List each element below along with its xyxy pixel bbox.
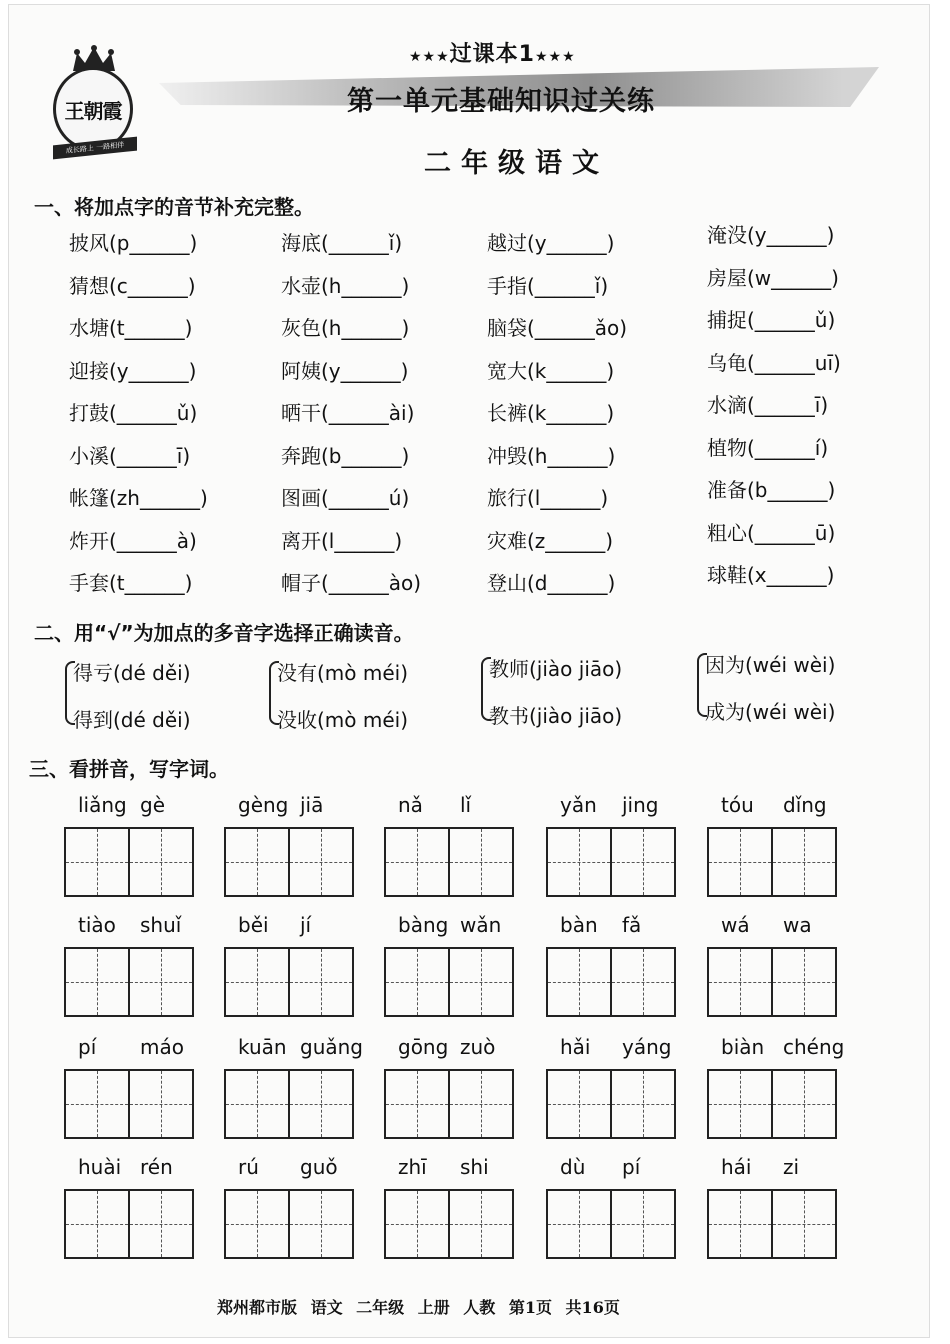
- syllable: bàn: [560, 913, 598, 937]
- writing-box[interactable]: [612, 1071, 674, 1137]
- pinyin-fill-item[interactable]: 登山(d______): [487, 571, 616, 595]
- writing-box[interactable]: [226, 1071, 290, 1137]
- pinyin-fill-item[interactable]: 猜想(c______): [69, 273, 196, 298]
- writing-box[interactable]: [66, 829, 130, 895]
- writing-box[interactable]: [709, 949, 773, 1015]
- polyphone-option: 没收(mò méi): [277, 708, 409, 732]
- pinyin-fill-item[interactable]: 旅行(l______): [487, 486, 609, 510]
- syllable: jiā: [300, 793, 324, 817]
- pinyin-label: [707, 793, 837, 827]
- tianzige-boxes: [64, 1069, 194, 1139]
- syllable: tiào: [78, 913, 116, 937]
- brace: [697, 653, 707, 717]
- word-item: [384, 793, 514, 897]
- tianzige-boxes: [64, 947, 194, 1017]
- writing-box[interactable]: [226, 1191, 290, 1257]
- pinyin-fill-item[interactable]: 阿姨(y______): [281, 358, 409, 383]
- syllable: biàn: [721, 1035, 765, 1059]
- tianzige-boxes: [546, 1069, 676, 1139]
- tianzige-boxes: [64, 827, 194, 897]
- syllable: shi: [460, 1155, 489, 1179]
- word-item: [224, 913, 354, 1017]
- syllable: hái: [721, 1155, 752, 1179]
- pinyin-fill-item[interactable]: 炸开(______à): [69, 528, 197, 553]
- pinyin-label: [546, 793, 676, 827]
- polyphone-option: 教师(jiào jiāo): [489, 657, 623, 681]
- brace: [269, 661, 279, 725]
- tianzige-boxes: [224, 1069, 354, 1139]
- section3-heading: 三、看拼音，写字词。: [29, 757, 229, 781]
- word-item: [546, 913, 676, 1017]
- pinyin-label: [224, 1035, 363, 1069]
- pinyin-fill-item[interactable]: 水滴(______ī): [707, 393, 829, 417]
- publisher-logo: [49, 45, 139, 155]
- syllable: hǎi: [560, 1035, 591, 1059]
- pinyin-fill-item[interactable]: 灰色(h______): [281, 316, 410, 340]
- section2-heading: 二、用“√”为加点的多音字选择正确读音。: [34, 621, 414, 645]
- writing-box[interactable]: [548, 829, 612, 895]
- pinyin-label: [224, 913, 354, 947]
- pinyin-label: [64, 793, 194, 827]
- pinyin-fill-item[interactable]: 图画(______ú): [281, 486, 410, 510]
- pinyin-fill-item[interactable]: 植物(______í): [707, 435, 829, 460]
- tianzige-boxes: [224, 947, 354, 1017]
- pinyin-label: [546, 1155, 676, 1189]
- writing-box[interactable]: [773, 1191, 835, 1257]
- polyphone-group: [277, 657, 408, 751]
- pinyin-fill-item[interactable]: 房屋(w______): [707, 265, 839, 290]
- syllable: jí: [300, 913, 312, 937]
- writing-box[interactable]: [386, 829, 450, 895]
- syllable: dǐng: [783, 793, 827, 817]
- writing-box[interactable]: [612, 949, 674, 1015]
- pinyin-fill-item[interactable]: 小溪(______ī): [69, 443, 191, 468]
- syllable: yáng: [622, 1035, 672, 1059]
- logo-ribbon: 成长路上 一路相伴: [53, 137, 137, 160]
- syllable: tóu: [721, 793, 754, 817]
- writing-box[interactable]: [386, 1071, 450, 1137]
- polyphone-group: [705, 649, 835, 743]
- writing-box[interactable]: [709, 1191, 773, 1257]
- unit-title: 第一单元基础知识过关练: [347, 86, 655, 117]
- syllable: rú: [238, 1155, 259, 1179]
- pinyin-fill-item[interactable]: 水塘(t______): [69, 316, 193, 340]
- word-item: [224, 1035, 363, 1139]
- pinyin-label: [384, 793, 514, 827]
- writing-box[interactable]: [773, 1071, 835, 1137]
- writing-box[interactable]: [450, 829, 512, 895]
- pinyin-fill-item[interactable]: 灾难(z______): [487, 528, 614, 553]
- pinyin-label: [64, 913, 194, 947]
- polyphone-option: 成为(wéi wèi): [705, 700, 836, 724]
- section1-heading: 一、将加点字的音节补充完整。: [34, 195, 314, 219]
- syllable: nǎ: [398, 793, 423, 817]
- syllable: zi: [783, 1155, 800, 1179]
- writing-box[interactable]: [450, 1191, 512, 1257]
- brace: [65, 661, 75, 725]
- word-item: [707, 1155, 837, 1259]
- word-item: [384, 913, 514, 1017]
- word-item: [707, 1035, 845, 1139]
- syllable: huài: [78, 1155, 122, 1179]
- pinyin-fill-item[interactable]: 手套(t______): [69, 571, 193, 595]
- word-item: [64, 913, 194, 1017]
- pinyin-fill-item[interactable]: 迎接(y______): [69, 358, 197, 383]
- writing-box[interactable]: [450, 1071, 512, 1137]
- series-title: [409, 37, 576, 68]
- star-decoration: ★★★: [409, 49, 450, 65]
- pinyin-fill-item[interactable]: 晒干(______ài): [281, 401, 415, 425]
- word-item: [546, 1155, 676, 1259]
- pinyin-label: [384, 913, 514, 947]
- word-item: [707, 793, 837, 897]
- writing-box[interactable]: [290, 1071, 352, 1137]
- syllable: zuò: [460, 1035, 496, 1059]
- word-item: [224, 1155, 354, 1259]
- word-item: [384, 1035, 514, 1139]
- tianzige-boxes: [384, 947, 514, 1017]
- syllable: jing: [622, 793, 659, 817]
- polyphone-group: [489, 653, 622, 747]
- writing-box[interactable]: [130, 1191, 192, 1257]
- writing-box[interactable]: [450, 949, 512, 1015]
- syllable: bàng: [398, 913, 449, 937]
- syllable: yǎn: [560, 793, 597, 817]
- item-column: [487, 227, 627, 610]
- syllable: kuān: [238, 1035, 287, 1059]
- syllable: fǎ: [622, 913, 642, 937]
- pinyin-fill-item[interactable]: 准备(b______): [707, 478, 836, 502]
- polyphone-option: 得到(dé děi): [73, 708, 191, 732]
- syllable: chéng: [783, 1035, 845, 1059]
- writing-box[interactable]: [66, 1191, 130, 1257]
- item-column: [707, 219, 841, 602]
- pinyin-fill-item[interactable]: 海底(______ǐ): [281, 231, 403, 255]
- pinyin-fill-item[interactable]: 宽大(k______): [487, 358, 615, 383]
- polyphone-group: [73, 657, 191, 751]
- writing-box[interactable]: [548, 949, 612, 1015]
- syllable: máo: [140, 1035, 184, 1059]
- writing-box[interactable]: [226, 949, 290, 1015]
- pinyin-label: [384, 1035, 514, 1069]
- writing-box[interactable]: [773, 949, 835, 1015]
- tianzige-boxes: [546, 1189, 676, 1259]
- syllable: gè: [140, 793, 165, 817]
- pinyin-fill-item[interactable]: 离开(l______): [281, 528, 403, 553]
- polyphone-option: 因为(wéi wèi): [705, 653, 836, 677]
- pinyin-fill-item[interactable]: 打鼓(______ǔ): [69, 401, 198, 425]
- item-column: [69, 227, 208, 610]
- subject-title: 二年级语文: [424, 148, 609, 179]
- writing-box[interactable]: [290, 949, 352, 1015]
- word-item: [546, 793, 676, 897]
- writing-box[interactable]: [66, 949, 130, 1015]
- tianzige-boxes: [384, 827, 514, 897]
- writing-box[interactable]: [290, 829, 352, 895]
- writing-box[interactable]: [548, 1191, 612, 1257]
- pinyin-fill-item[interactable]: 帽子(______ào): [281, 571, 422, 595]
- syllable: lǐ: [460, 793, 472, 817]
- syllable: běi: [238, 913, 269, 937]
- item-column: [281, 227, 421, 610]
- pinyin-label: [64, 1035, 194, 1069]
- writing-box[interactable]: [612, 829, 674, 895]
- syllable: pí: [78, 1035, 97, 1059]
- pinyin-label: [707, 1155, 837, 1189]
- tianzige-boxes: [707, 827, 837, 897]
- pinyin-fill-item[interactable]: 球鞋(x______): [707, 563, 835, 587]
- tianzige-boxes: [546, 947, 676, 1017]
- word-item: [224, 793, 354, 897]
- word-item: [384, 1155, 514, 1259]
- pinyin-label: [64, 1155, 194, 1189]
- syllable: guǎng: [300, 1035, 363, 1059]
- syllable: rén: [140, 1155, 173, 1179]
- worksheet-page: [8, 4, 930, 1338]
- tianzige-boxes: [384, 1189, 514, 1259]
- syllable: wa: [783, 913, 812, 937]
- word-item: [64, 1155, 194, 1259]
- tianzige-boxes: [64, 1189, 194, 1259]
- page-footer: 郑州都市版 语文 二年级 上册 人教 第1页 共16页: [217, 1298, 620, 1317]
- syllable: gōng: [398, 1035, 449, 1059]
- pinyin-fill-item[interactable]: 脑袋(______ǎo): [487, 316, 628, 340]
- writing-box[interactable]: [226, 829, 290, 895]
- word-item: [64, 1035, 194, 1139]
- syllable: gèng: [238, 793, 289, 817]
- pinyin-label: [384, 1155, 514, 1189]
- pinyin-label: [224, 1155, 354, 1189]
- writing-box[interactable]: [548, 1071, 612, 1137]
- pinyin-label: [546, 1035, 676, 1069]
- syllable: liǎng: [78, 793, 127, 817]
- logo-name: 王朝霞: [64, 98, 122, 123]
- writing-box[interactable]: [130, 1071, 192, 1137]
- pinyin-fill-item[interactable]: 手指(______ǐ): [487, 273, 609, 298]
- writing-box[interactable]: [130, 829, 192, 895]
- syllable: shuǐ: [140, 913, 182, 937]
- writing-box[interactable]: [709, 1071, 773, 1137]
- pinyin-label: [224, 793, 354, 827]
- writing-box[interactable]: [612, 1191, 674, 1257]
- pinyin-fill-item[interactable]: 帐篷(zh______): [69, 486, 208, 510]
- writing-box[interactable]: [386, 949, 450, 1015]
- syllable: guǒ: [300, 1155, 338, 1179]
- pinyin-fill-item[interactable]: 粗心(______ū): [707, 520, 836, 545]
- writing-box[interactable]: [66, 1071, 130, 1137]
- word-item: [546, 1035, 676, 1139]
- syllable: zhī: [398, 1155, 427, 1179]
- syllable: wǎn: [460, 913, 502, 937]
- tianzige-boxes: [707, 1189, 837, 1259]
- polyphone-option: 得亏(dé děi): [73, 661, 191, 685]
- syllable: pí: [622, 1155, 641, 1179]
- tianzige-boxes: [224, 827, 354, 897]
- word-item: [707, 913, 837, 1017]
- pinyin-label: [707, 913, 837, 947]
- pinyin-fill-item[interactable]: 奔跑(b______): [281, 443, 410, 468]
- pinyin-label: [546, 913, 676, 947]
- pinyin-fill-item[interactable]: 长裤(k______): [487, 401, 615, 425]
- tianzige-boxes: [384, 1069, 514, 1139]
- pinyin-fill-item[interactable]: 淹没(y______): [707, 223, 835, 247]
- pinyin-fill-item[interactable]: 冲毁(h______): [487, 443, 616, 468]
- tianzige-boxes: [546, 827, 676, 897]
- pinyin-fill-item[interactable]: 捕捉(______ǔ): [707, 308, 836, 332]
- syllable: wá: [721, 913, 750, 937]
- writing-box[interactable]: [290, 1191, 352, 1257]
- star-decoration: ★★★: [534, 49, 576, 65]
- polyphone-option: 教书(jiào jiāo): [489, 704, 623, 728]
- writing-box[interactable]: [130, 949, 192, 1015]
- brace: [481, 657, 491, 721]
- polyphone-option: 没有(mò méi): [277, 661, 409, 685]
- pinyin-fill-item[interactable]: 越过(y______): [487, 231, 615, 255]
- pinyin-label: [707, 1035, 845, 1069]
- tianzige-boxes: [224, 1189, 354, 1259]
- pinyin-fill-item[interactable]: 披风(p______): [69, 231, 198, 255]
- tianzige-boxes: [707, 1069, 837, 1139]
- tianzige-boxes: [707, 947, 837, 1017]
- series-name: 过课本1: [449, 42, 535, 67]
- pinyin-fill-item[interactable]: 水壶(h______): [281, 273, 410, 298]
- writing-box[interactable]: [386, 1191, 450, 1257]
- writing-box[interactable]: [773, 829, 835, 895]
- writing-box[interactable]: [709, 829, 773, 895]
- syllable: dù: [560, 1155, 586, 1179]
- word-item: [64, 793, 194, 897]
- pinyin-fill-item[interactable]: 乌龟(______uī): [707, 350, 841, 375]
